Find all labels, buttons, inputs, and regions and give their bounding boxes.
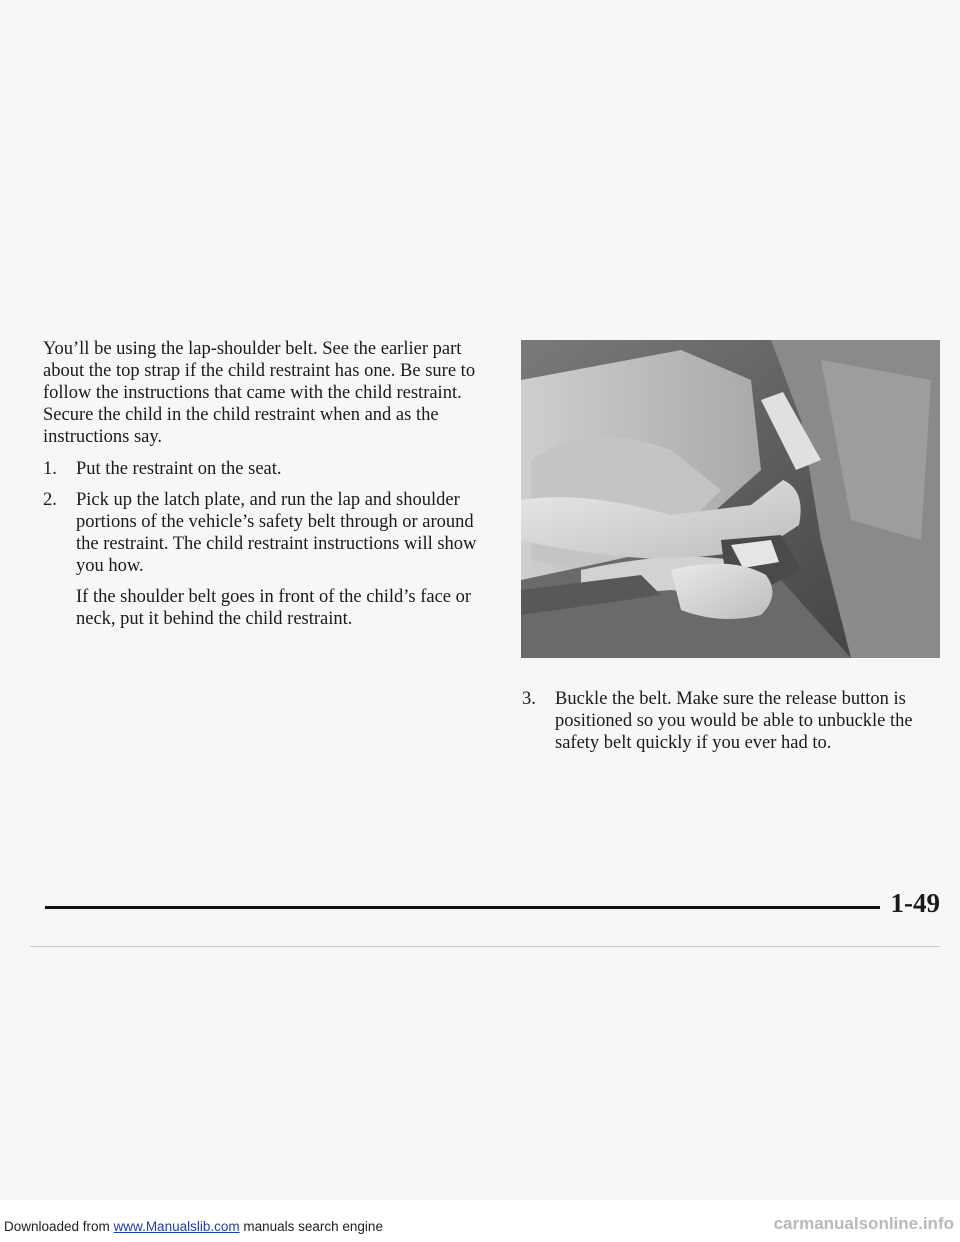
step-2-note: If the shoulder belt goes in front of the child’s face or neck, put it behind the child restraint. xyxy=(76,587,472,629)
buckle-photo xyxy=(521,340,940,658)
step-text: Pick up the latch plate, and run the lap and shoulder portions of the vehicle’s safety belt through or around the restraint. The child restraint instructions will show you how. xyxy=(76,490,477,576)
step-text: Put the restraint on the seat. xyxy=(76,459,282,479)
scan-edge-line xyxy=(30,946,940,947)
buckle-illustration xyxy=(521,340,940,658)
step-3-item xyxy=(522,688,942,754)
footer-suffix: manuals search engine xyxy=(239,1219,383,1234)
footer-prefix: Downloaded from xyxy=(4,1219,114,1234)
step-2 xyxy=(43,489,495,577)
step-1 xyxy=(43,458,495,480)
step-number: 1. xyxy=(43,459,57,479)
step-text: Buckle the belt. Make sure the release button is positioned so you would be able to unbuckle the safety belt quickly if you ever had to. xyxy=(555,689,913,753)
intro-paragraph: You’ll be using the lap-shoulder belt. See the earlier part about the top strap if the child restraint has one. Be sure to follow the instructions that came with the child restraint. Secure the child in the child restraint when and as the instructions say. xyxy=(43,339,476,447)
watermark: carmanualsonline.info xyxy=(773,1214,954,1233)
step-number: 3. xyxy=(522,689,536,709)
page-number: 1-49 xyxy=(890,888,940,918)
step-number: 2. xyxy=(43,490,57,510)
left-column xyxy=(43,338,495,640)
download-footer xyxy=(4,1219,383,1234)
footer-rule xyxy=(45,906,880,909)
step-3 xyxy=(522,688,942,763)
manualslib-link[interactable]: www.Manualslib.com xyxy=(113,1219,240,1234)
